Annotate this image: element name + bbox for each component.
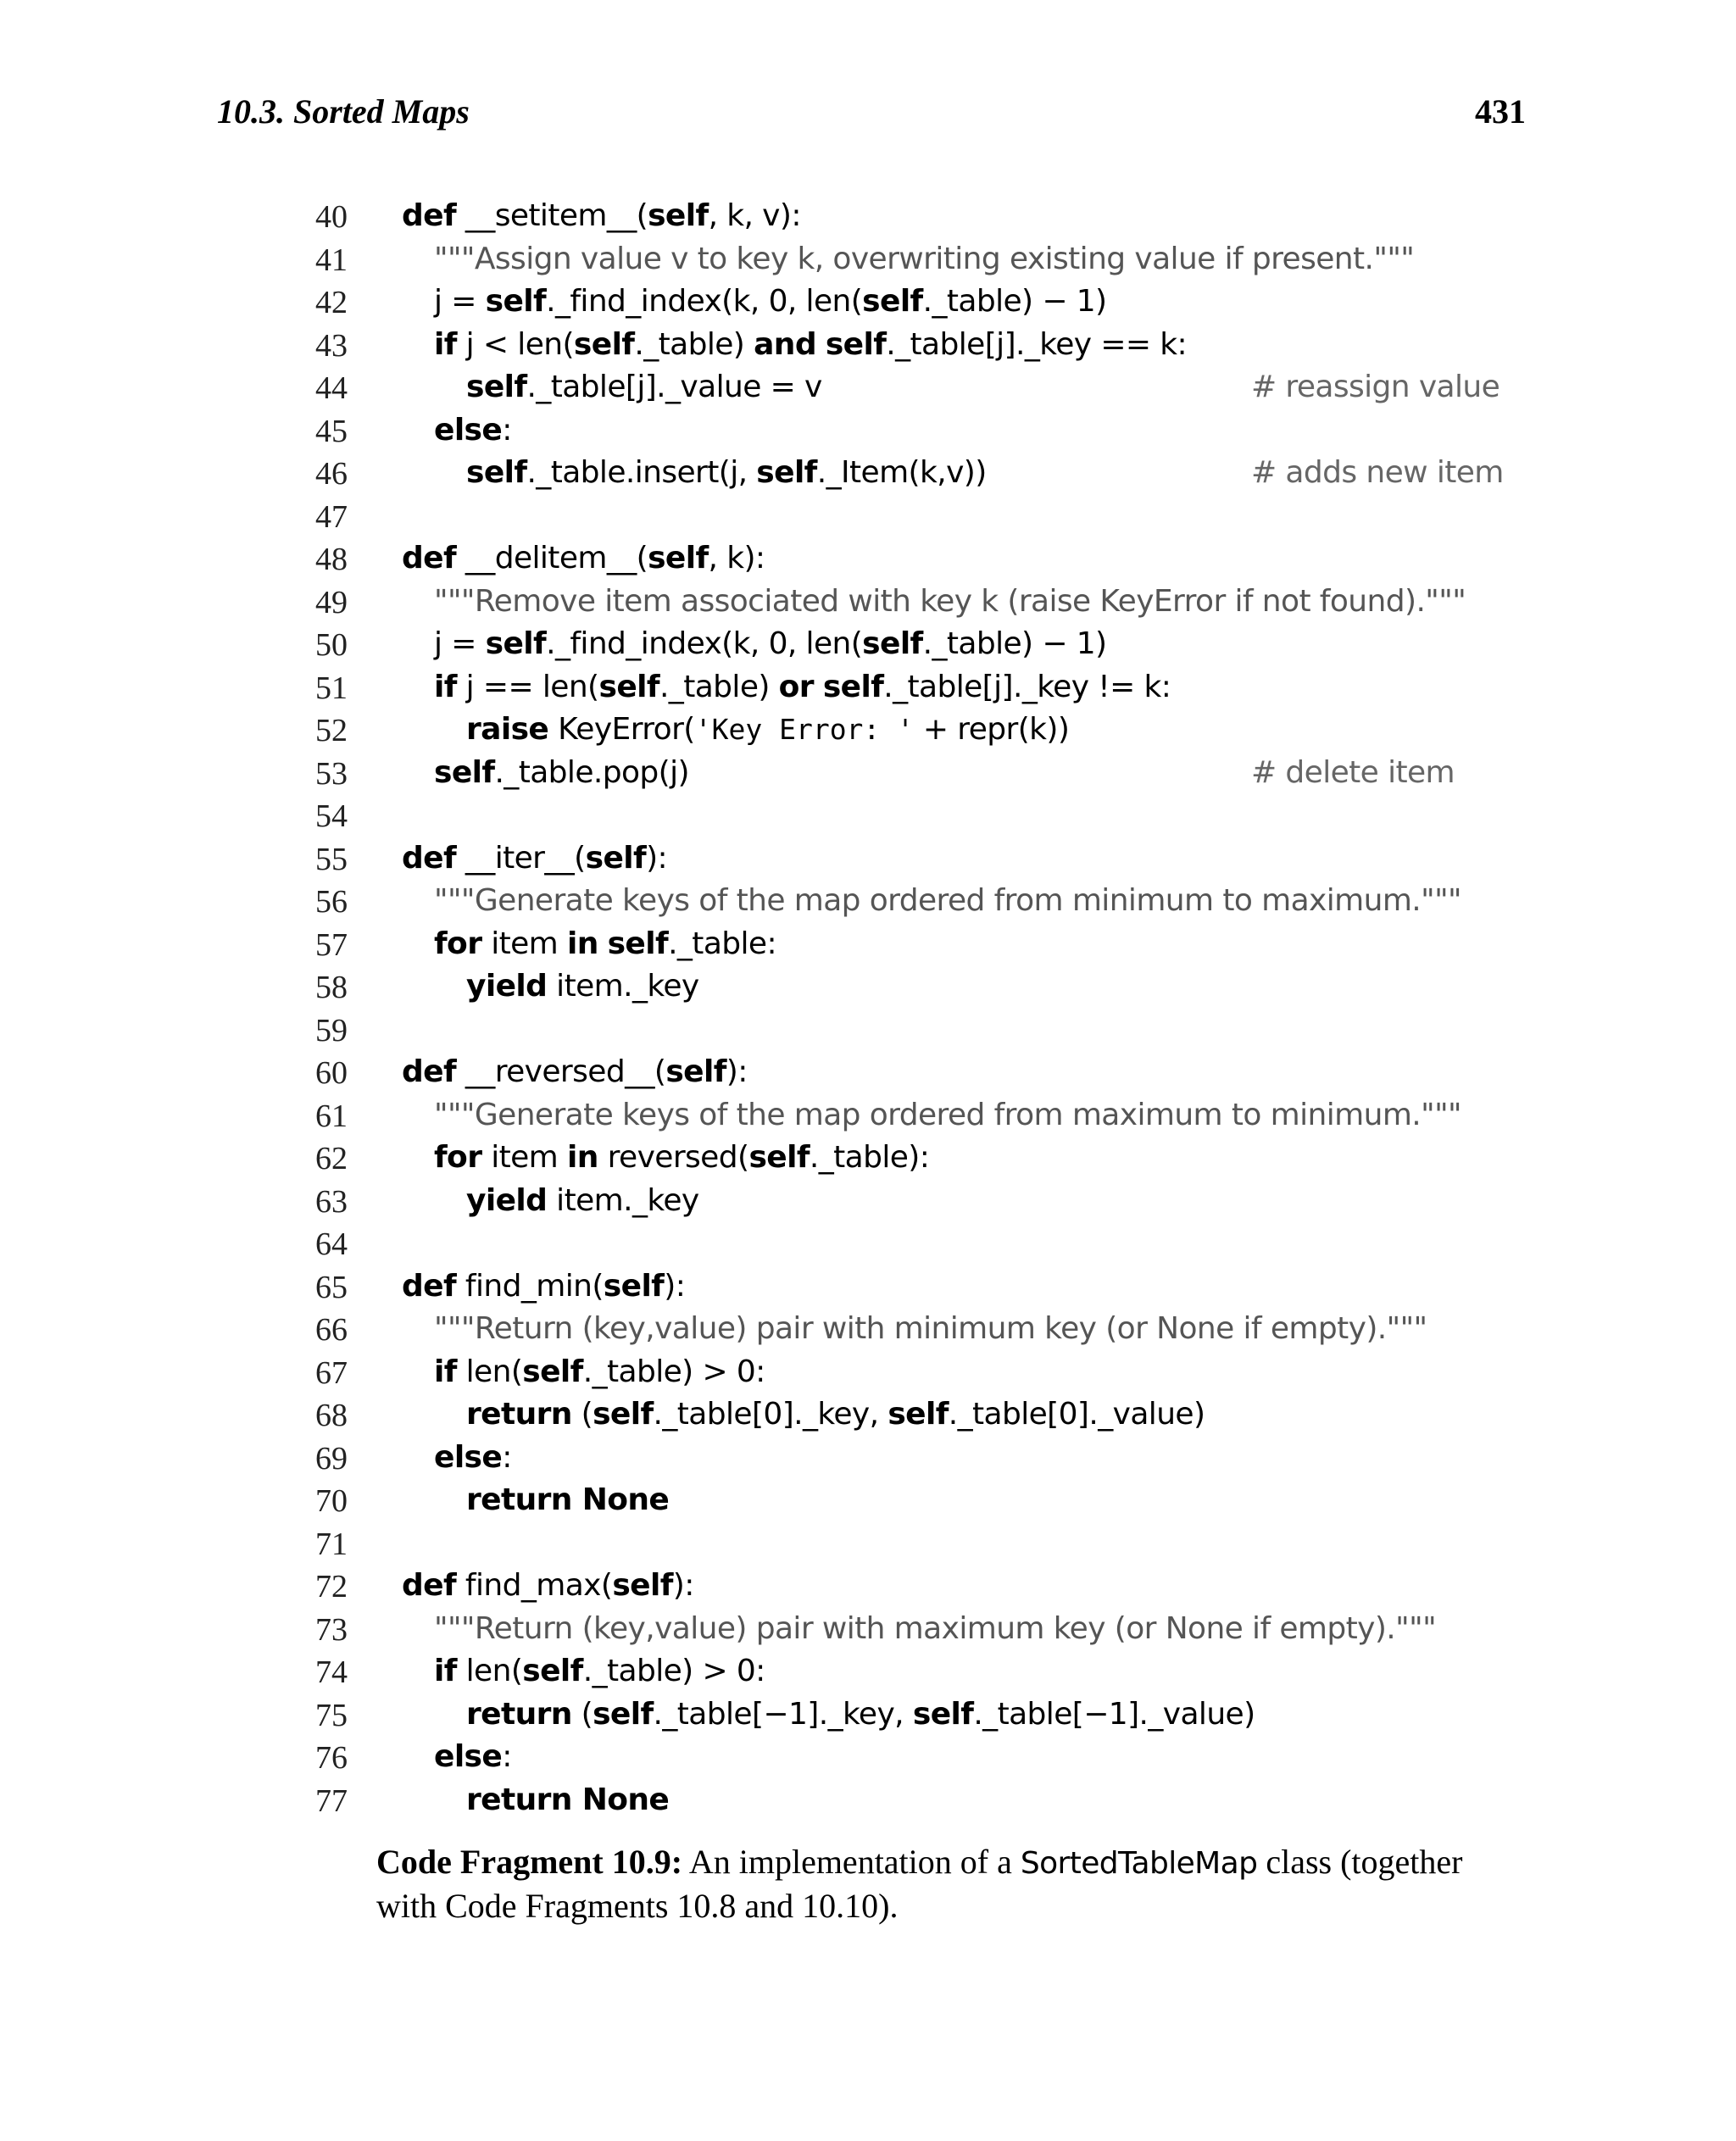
code-text: [434, 284, 1107, 319]
code-line: [0, 281, 1736, 324]
code-line: [0, 1051, 1736, 1094]
code-text: [402, 1269, 685, 1304]
line-number: 64: [315, 1226, 348, 1262]
keyword: return: [466, 1696, 572, 1732]
line-number: 54: [315, 798, 348, 834]
keyword: self: [603, 1268, 665, 1304]
code-text: [466, 1697, 1255, 1732]
code-token: ._table.insert(j,: [526, 455, 757, 490]
keyword: self: [748, 1140, 810, 1175]
code-token: __iter__(: [456, 840, 586, 876]
keyword: else: [434, 1739, 503, 1774]
keyword: for: [434, 926, 482, 961]
code-token: """Return (key,value) pair with minimum key (or None if empty).""": [434, 1311, 1427, 1346]
code-token: :: [502, 1739, 512, 1774]
code-text: [466, 455, 987, 490]
code-line: [0, 1779, 1736, 1822]
code-line: [0, 1608, 1736, 1651]
keyword: def: [402, 1268, 457, 1304]
line-number: 60: [315, 1055, 348, 1091]
code-text: [466, 1482, 669, 1517]
code-line: [0, 1222, 1736, 1265]
caption-text-after: class (together with Code Fragments 10.8 and 10.10).: [376, 1843, 1463, 1925]
keyword: self: [825, 326, 887, 362]
line-number: 63: [315, 1183, 348, 1220]
line-number: 48: [315, 542, 348, 577]
keyword: self: [612, 1568, 673, 1603]
code-text: [434, 670, 1171, 704]
code-token: ._table:: [668, 926, 777, 961]
line-number: 45: [315, 413, 348, 449]
keyword: yield: [466, 969, 548, 1004]
code-token: item._key: [547, 1182, 699, 1218]
code-token: ._table) > 0:: [582, 1654, 765, 1688]
code-line: [0, 709, 1736, 752]
code-line: [0, 452, 1736, 495]
line-number: 49: [315, 584, 348, 620]
docstring: [434, 1311, 1427, 1346]
line-number: 59: [315, 1012, 348, 1048]
keyword: self: [822, 669, 884, 704]
keyword: self: [648, 198, 709, 233]
line-number: 75: [315, 1697, 348, 1733]
code-token: __delitem__(: [456, 541, 648, 576]
code-line: [0, 1351, 1736, 1394]
line-number: 53: [315, 755, 348, 792]
line-number: 68: [315, 1398, 348, 1433]
code-line: [0, 880, 1736, 923]
keyword: self: [648, 541, 709, 576]
code-line: [0, 1437, 1736, 1480]
code-text: [466, 1183, 699, 1218]
code-text: [402, 541, 765, 576]
code-token: j < len(: [456, 326, 574, 362]
code-token: (: [571, 1397, 593, 1432]
keyword: self: [593, 1696, 654, 1732]
code-token: """Return (key,value) pair with maximum key (or None if empty).""": [434, 1610, 1437, 1646]
line-number: 70: [315, 1483, 348, 1519]
code-line: [0, 238, 1736, 281]
keyword: def: [402, 198, 457, 233]
keyword: self: [485, 626, 547, 661]
line-number: 69: [315, 1440, 348, 1476]
code-line: [0, 1265, 1736, 1309]
keyword: self: [585, 840, 647, 876]
code-token: [816, 327, 826, 362]
code-line: [0, 581, 1736, 624]
code-token: ._table[−1]._value): [973, 1696, 1255, 1732]
code-token: item: [481, 926, 567, 961]
code-text: [434, 1440, 512, 1475]
code-token: find_min(: [456, 1268, 604, 1304]
code-token: len(: [456, 1354, 523, 1389]
line-number: 77: [315, 1782, 348, 1819]
code-text: [434, 1739, 512, 1774]
keyword: self: [573, 326, 635, 362]
code-token: ._table) > 0:: [582, 1354, 765, 1389]
code-token: ._table[0]._value): [948, 1397, 1205, 1432]
code-token: + repr(k)): [914, 712, 1070, 747]
code-line: [0, 1522, 1736, 1565]
code-token: reversed(: [598, 1140, 749, 1175]
code-text: [402, 1568, 694, 1603]
code-text: [402, 1054, 748, 1089]
code-token: ._table[j]._value = v: [526, 370, 822, 404]
line-number: 57: [315, 926, 348, 963]
caption-label: Code Fragment 10.9:: [376, 1843, 683, 1881]
line-number: 43: [315, 327, 348, 364]
keyword: self: [607, 926, 669, 961]
keyword: return: [466, 1397, 572, 1432]
keyword: if: [434, 326, 457, 362]
line-number: 44: [315, 370, 348, 406]
line-number: 73: [315, 1611, 348, 1648]
code-text: [466, 1782, 669, 1817]
line-number: 71: [315, 1526, 348, 1562]
code-line: [0, 1479, 1736, 1522]
code-token: (: [571, 1696, 593, 1732]
code-token: j =: [434, 626, 486, 661]
code-text: [434, 327, 1187, 362]
code-line: [0, 923, 1736, 966]
line-number: 40: [315, 199, 348, 235]
keyword: self: [665, 1054, 726, 1089]
section-title: 10.3. Sorted Maps: [217, 92, 470, 131]
keyword: self: [593, 1397, 654, 1432]
code-text: [434, 1140, 929, 1175]
docstring: [434, 242, 1414, 276]
keyword: self: [466, 455, 527, 490]
code-line: [0, 666, 1736, 709]
code-token: """Generate keys of the map ordered from minimum to maximum.""": [434, 883, 1462, 918]
code-token: [598, 926, 608, 961]
docstring: [434, 584, 1466, 619]
code-token: , k, v):: [708, 198, 801, 233]
line-number: 46: [315, 456, 348, 492]
code-line: [0, 1137, 1736, 1180]
code-line: [0, 794, 1736, 837]
caption-class-name: SortedTableMap: [1020, 1846, 1258, 1881]
keyword: if: [434, 1354, 457, 1389]
code-text: [434, 626, 1107, 661]
line-number: 55: [315, 841, 348, 877]
code-line: [0, 1393, 1736, 1437]
code-token: ._table[j]._key == k:: [886, 326, 1188, 362]
code-text: [466, 1397, 1205, 1432]
keyword: raise: [466, 712, 549, 747]
code-line: [0, 195, 1736, 238]
code-line: [0, 837, 1736, 881]
code-text: [466, 969, 699, 1004]
caption-text-before: An implementation of a: [682, 1843, 1021, 1881]
code-token: """Generate keys of the map ordered from maximum to minimum.""": [434, 1097, 1462, 1132]
keyword: self: [434, 754, 495, 790]
code-token: ._table[0]._key,: [653, 1397, 888, 1432]
keyword: and: [754, 326, 816, 362]
line-number: 50: [315, 627, 348, 663]
code-token: ):: [726, 1054, 748, 1089]
code-token: item._key: [547, 969, 699, 1004]
keyword: if: [434, 1654, 457, 1688]
code-listing: [0, 195, 1736, 1821]
code-token: :: [502, 412, 512, 448]
keyword: self: [466, 370, 527, 404]
code-comment: # adds new item: [1251, 455, 1504, 490]
keyword: self: [862, 626, 923, 661]
code-text: [434, 413, 512, 448]
code-token: item: [481, 1140, 567, 1175]
code-line: [0, 366, 1736, 409]
code-token: ._find_index(k, 0, len(: [546, 626, 863, 661]
code-line: [0, 1650, 1736, 1693]
line-number: 72: [315, 1569, 348, 1604]
code-text: [434, 1654, 765, 1688]
code-token: KeyError(: [548, 712, 695, 747]
keyword: def: [402, 1054, 457, 1089]
code-token: ._Item(k,v)): [816, 455, 987, 490]
code-token: ._table.pop(j): [494, 754, 689, 790]
code-token: ):: [672, 1568, 694, 1603]
line-number: 61: [315, 1098, 348, 1134]
keyword: yield: [466, 1182, 548, 1218]
code-line: [0, 324, 1736, 367]
code-token: ._table[−1]._key,: [653, 1696, 913, 1732]
line-number: 74: [315, 1654, 348, 1690]
code-token: len(: [456, 1654, 523, 1688]
keyword: in: [566, 926, 598, 961]
line-number: 66: [315, 1312, 348, 1348]
running-head: [217, 92, 1526, 151]
code-text: [466, 712, 1069, 747]
line-number: 67: [315, 1354, 348, 1391]
code-token: ._table): [634, 326, 754, 362]
code-line: [0, 1308, 1736, 1351]
code-token: ._table):: [809, 1140, 930, 1175]
code-line: [0, 1180, 1736, 1223]
docstring: [434, 1611, 1436, 1646]
code-line: [0, 409, 1736, 453]
code-line: [0, 1736, 1736, 1779]
docstring: [434, 883, 1461, 918]
keyword: for: [434, 1140, 482, 1175]
code-token: __setitem__(: [456, 198, 648, 233]
code-token: ._table) − 1): [922, 284, 1107, 319]
code-token: ._table) − 1): [922, 626, 1107, 661]
code-token: """Assign value v to key k, overwriting existing value if present.""": [434, 241, 1415, 276]
code-token: :: [502, 1439, 512, 1475]
code-line: [0, 1009, 1736, 1052]
keyword: self: [522, 1654, 583, 1688]
code-text: [402, 198, 801, 233]
code-token: find_max(: [456, 1568, 613, 1603]
keyword: self: [598, 669, 659, 704]
line-number: 52: [315, 713, 348, 748]
code-line: [0, 623, 1736, 666]
keyword: in: [566, 1140, 598, 1175]
code-text: [402, 841, 667, 876]
line-number: 62: [315, 1141, 348, 1176]
code-token: __reversed__(: [456, 1054, 666, 1089]
keyword: def: [402, 541, 457, 576]
keyword: self: [862, 284, 923, 319]
code-token: , k):: [708, 541, 765, 576]
code-text: [434, 926, 776, 961]
line-number: 51: [315, 670, 348, 706]
code-line: [0, 537, 1736, 581]
line-number: 41: [315, 242, 348, 278]
code-line: [0, 1565, 1736, 1608]
code-token: ):: [664, 1268, 686, 1304]
code-line: [0, 1094, 1736, 1137]
code-line: [0, 1693, 1736, 1737]
keyword: if: [434, 669, 457, 704]
keyword: self: [522, 1354, 583, 1389]
keyword: else: [434, 412, 503, 448]
keyword: else: [434, 1439, 503, 1475]
docstring: [434, 1098, 1461, 1132]
string-literal: 'Key Error: ': [694, 713, 915, 746]
code-text: [434, 1354, 765, 1389]
page-number: 431: [1475, 92, 1526, 131]
keyword: self: [887, 1397, 949, 1432]
line-number: 47: [315, 498, 348, 535]
code-caption: [376, 1841, 1529, 1927]
code-line: [0, 495, 1736, 538]
keyword: return None: [466, 1482, 670, 1517]
code-text: [434, 755, 689, 790]
keyword: self: [756, 455, 817, 490]
line-number: 58: [315, 970, 348, 1005]
line-number: 76: [315, 1740, 348, 1776]
line-number: 42: [315, 285, 348, 320]
code-text: [466, 370, 822, 404]
code-token: """Remove item associated with key k (raise KeyError if not found).""": [434, 583, 1466, 619]
code-token: ):: [646, 840, 668, 876]
keyword: self: [485, 284, 547, 319]
keyword: self: [912, 1696, 974, 1732]
line-number: 56: [315, 884, 348, 920]
code-token: ._find_index(k, 0, len(: [546, 284, 863, 319]
code-token: ._table): [659, 669, 779, 704]
keyword: return None: [466, 1782, 670, 1817]
keyword: or: [778, 669, 814, 704]
code-comment: # reassign value: [1251, 370, 1500, 404]
code-comment: # delete item: [1251, 754, 1455, 790]
code-line: [0, 752, 1736, 795]
keyword: def: [402, 840, 457, 876]
code-token: [814, 670, 823, 704]
code-token: j =: [434, 284, 486, 319]
line-number: 65: [315, 1269, 348, 1305]
code-token: ._table[j]._key != k:: [883, 669, 1171, 704]
code-token: j == len(: [456, 669, 599, 704]
code-line: [0, 965, 1736, 1009]
keyword: def: [402, 1568, 457, 1603]
